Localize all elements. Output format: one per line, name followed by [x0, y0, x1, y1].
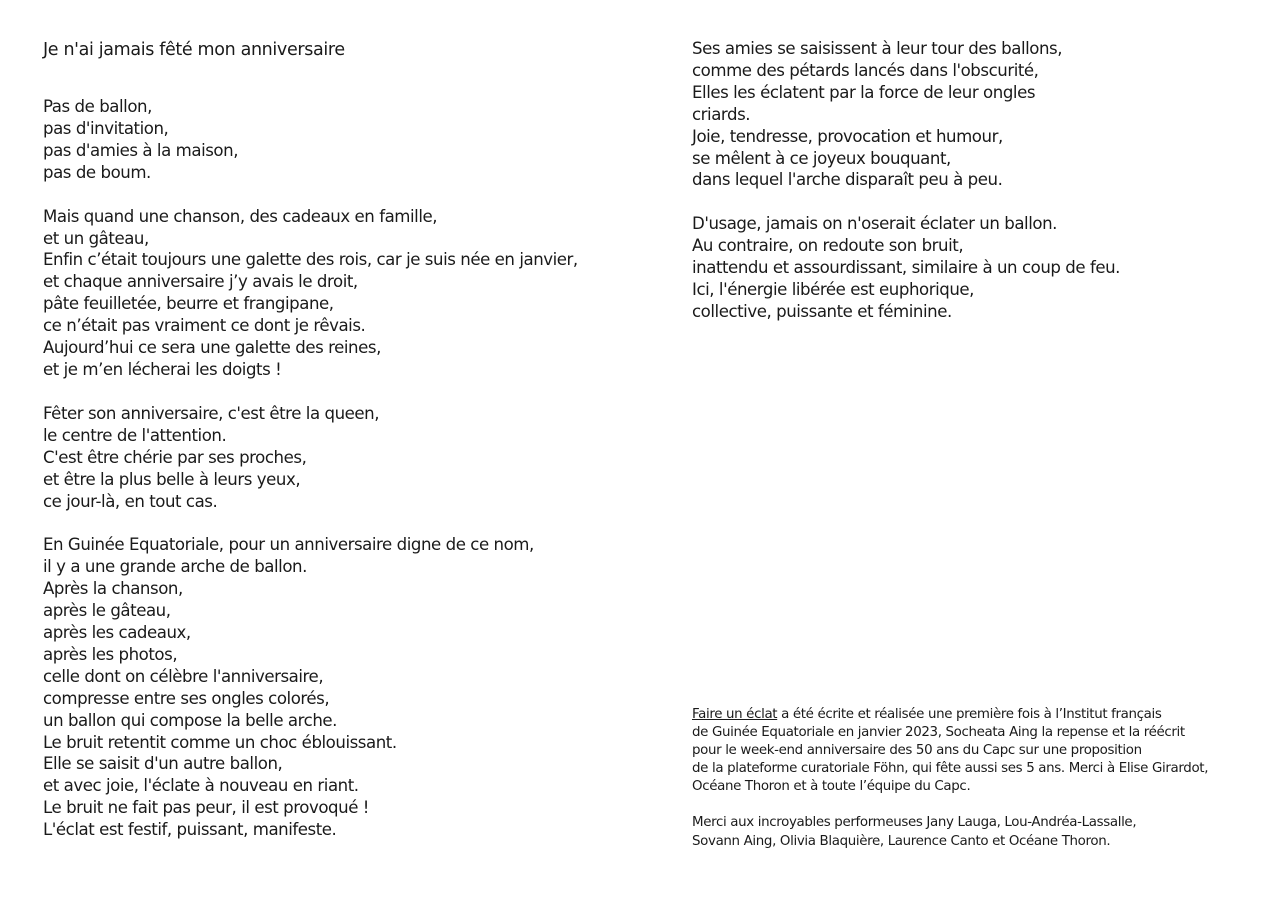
- poem-line: Le bruit ne fait pas peur, il est provoqué !: [43, 798, 369, 818]
- poem-line: ce jour-là, en tout cas.: [43, 491, 218, 511]
- poem-line: collective, puissante et féminine.: [692, 301, 952, 321]
- poem-line: après les photos,: [43, 644, 178, 664]
- poem-line: pas d'invitation,: [43, 118, 169, 138]
- note-line: Océane Thoron et à toute l’équipe du Capc.: [692, 779, 971, 795]
- poem-line: pas d'amies à la maison,: [43, 140, 239, 160]
- poem-line: et avec joie, l'éclate à nouveau en riant.: [43, 776, 359, 796]
- poem-line: inattendu et assourdissant, similaire à un coup de feu.: [692, 258, 1121, 278]
- poem-line: Elle se saisit d'un autre ballon,: [43, 754, 283, 774]
- poem-line: C'est être chérie par ses proches,: [43, 447, 307, 467]
- poem-line: Ses amies se saisissent à leur tour des ballons,: [692, 39, 1063, 58]
- poem-line: D'usage, jamais on n'oserait éclater un ballon.: [692, 214, 1057, 234]
- poem-line: Aujourd’hui ce sera une galette des reines,: [43, 338, 381, 358]
- poem-line: En Guinée Equatoriale, pour un anniversaire digne de ce nom,: [43, 535, 534, 555]
- stanza: [692, 213, 1252, 323]
- poem-line: Mais quand une chanson, des cadeaux en famille,: [43, 206, 438, 226]
- stanza: [692, 38, 1252, 191]
- poem-line: Le bruit retentit comme un choc éblouissant.: [43, 732, 397, 752]
- stanza: [43, 403, 663, 513]
- stanza: [43, 96, 663, 184]
- note-text: a été écrite et réalisée une première fois à l’Institut français: [777, 707, 1162, 722]
- poem-line: après les cadeaux,: [43, 623, 191, 643]
- stanza: [43, 534, 663, 841]
- poem-right-column: [692, 38, 1252, 345]
- poem-line: Fêter son anniversaire, c'est être la queen,: [43, 403, 380, 423]
- poem-line: Elles les éclatent par la force de leur ongles: [692, 82, 1036, 102]
- note-line: de la plateforme curatoriale Föhn, qui fête aussi ses 5 ans. Merci à Elise Girardot,: [692, 761, 1209, 777]
- poem-line: le centre de l'attention.: [43, 425, 227, 445]
- poem-line: Au contraire, on redoute son bruit,: [692, 236, 964, 256]
- note-line: Merci aux incroyables performeuses Jany Lauga, Lou-Andréa-Lassalle,: [692, 815, 1137, 831]
- poem-line: dans lequel l'arche disparaît peu à peu.: [692, 170, 1003, 190]
- poem-line: pas de boum.: [43, 162, 151, 182]
- poem-line: comme des pétards lancés dans l'obscurité,: [692, 60, 1039, 80]
- note-line: de Guinée Equatoriale en janvier 2023, Socheata Aing la repense et la réécrit: [692, 725, 1185, 741]
- poem-line: L'éclat est festif, puissant, manifeste.: [43, 820, 337, 840]
- poem-line: pâte feuilletée, beurre et frangipane,: [43, 294, 334, 314]
- poem-line: après le gâteau,: [43, 601, 171, 621]
- poem-line: criards.: [692, 104, 751, 124]
- stanza: [43, 206, 663, 381]
- poem-line: Pas de ballon,: [43, 97, 152, 116]
- poem-left-column: [43, 38, 663, 863]
- credits-paragraph: [692, 706, 1252, 796]
- poem-line: celle dont on célèbre l'anniversaire,: [43, 666, 324, 686]
- poem-line: et je m’en lécherai les doigts !: [43, 359, 282, 379]
- poem-line: et chaque anniversaire j’y avais le droit,: [43, 272, 358, 292]
- poem-line: et un gâteau,: [43, 228, 149, 248]
- credits-notes: [692, 706, 1252, 869]
- poem-line: il y a une grande arche de ballon.: [43, 557, 307, 577]
- poem-line: et être la plus belle à leurs yeux,: [43, 469, 301, 489]
- note-line: [692, 706, 1252, 724]
- poem-line: compresse entre ses ongles colorés,: [43, 688, 330, 708]
- poem-line: se mêlent à ce joyeux bouquant,: [692, 148, 951, 168]
- note-line: pour le week-end anniversaire des 50 ans du Capc sur une proposition: [692, 743, 1142, 759]
- note-line: Sovann Aing, Olivia Blaquière, Laurence Canto et Océane Thoron.: [692, 833, 1111, 849]
- work-title: Faire un éclat: [692, 707, 778, 722]
- poem-title: Je n'ai jamais fêté mon anniversaire: [43, 40, 345, 60]
- poem-line: Joie, tendresse, provocation et humour,: [692, 126, 1003, 146]
- poem-line: un ballon qui compose la belle arche.: [43, 710, 337, 730]
- poem-line: Après la chanson,: [43, 579, 183, 599]
- thanks-paragraph: [692, 814, 1252, 850]
- poem-line: ce n’était pas vraiment ce dont je rêvais.: [43, 316, 366, 336]
- poem-line: Enfin c’était toujours une galette des rois, car je suis née en janvier,: [43, 250, 578, 270]
- poem-line: Ici, l'énergie libérée est euphorique,: [692, 280, 974, 300]
